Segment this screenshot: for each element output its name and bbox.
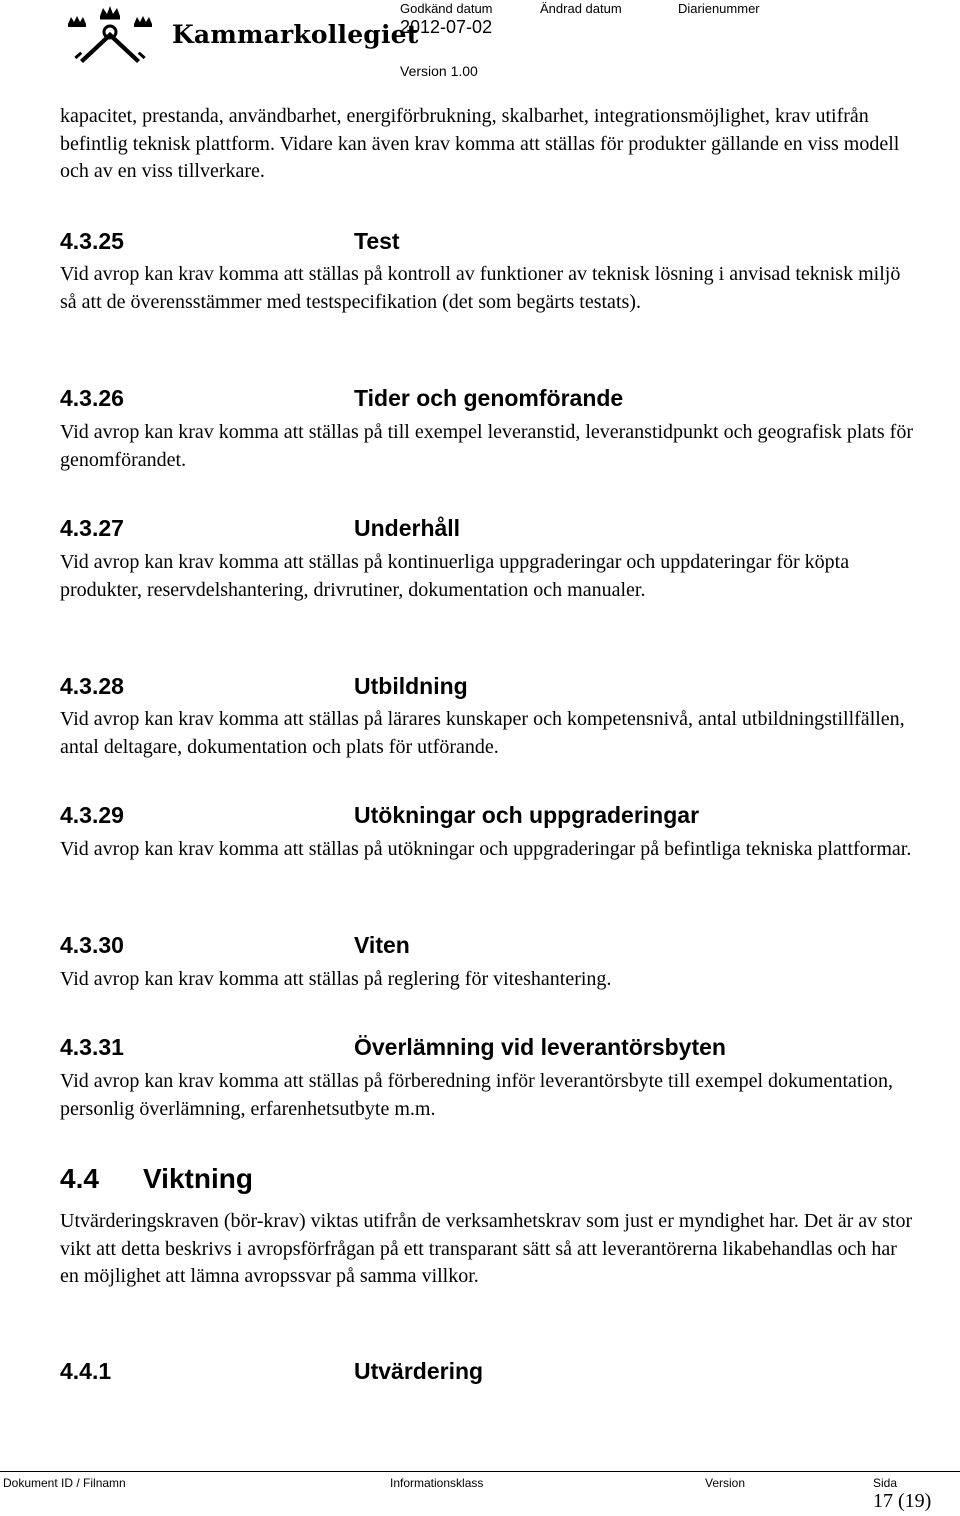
footer-information-class-label: Informationsklass [390, 1476, 484, 1490]
section-number: 4.3.31 [60, 1034, 124, 1060]
section-title: Viktning [143, 1163, 253, 1194]
page-number: 17 (19) [873, 1490, 932, 1512]
section-paragraph-4-3-30: Vid avrop kan krav komma att ställas på reglering för viteshantering. [60, 968, 612, 990]
section-title: Test [354, 228, 400, 254]
approved-date-value: 2012-07-02 [400, 17, 493, 37]
section-number: 4.3.26 [60, 385, 124, 411]
kammarkollegiet-logo [60, 0, 419, 64]
section-paragraph-4-3-25: Vid avrop kan krav komma att ställas på kontroll av funktioner av teknisk lösning i anvisad teknisk miljö så att de överensstämmer med testspecifikation (det som begärts testats). [60, 263, 901, 313]
section-paragraph-4-4: Utvärderingskraven (bör-krav) viktas utifrån de verksamhetskrav som just er myndighet har. Det är av stor vikt att detta beskrivs i avropsförfrågan på ett transparant sätt så att leverantörerna likabehandlas och har en möjlighet att lämna avropssvar på samma villkor. [60, 1210, 913, 1287]
footer-document-id-label: Dokument ID / Filnamn [3, 1476, 126, 1490]
crown-crest-icon [60, 2, 170, 64]
approved-date-label: Godkänd datum [400, 1, 493, 16]
footer-version-label: Version [705, 1476, 746, 1490]
intro-paragraph: kapacitet, prestanda, användbarhet, energiförbrukning, skalbarhet, integrationsmöjlighet, krav utifrån befintlig teknisk plattform. Vidare kan även krav komma att ställas för produkter gällande en viss modell och av en viss tillverkare. [60, 105, 900, 182]
changed-date-label: Ändrad datum [540, 1, 622, 16]
section-paragraph-4-3-27: Vid avrop kan krav komma att ställas på kontinuerliga uppgraderingar och uppdateringar för köpta produkter, reservdelshantering, drivrutiner, dokumentation och manualer. [60, 551, 850, 601]
footer-divider [0, 1471, 960, 1472]
section-paragraph-4-3-31: Vid avrop kan krav komma att ställas på förberedning inför leverantörsbyte till exempel dokumentation, personlig överlämning, erfarenhetsutbyte m.m. [60, 1070, 893, 1120]
section-title: Viten [354, 932, 410, 958]
section-number: 4.3.27 [60, 515, 124, 541]
section-paragraph-4-3-29: Vid avrop kan krav komma att ställas på utökningar och uppgraderingar på befintliga tekniska plattformar. [60, 838, 912, 860]
section-title: Överlämning vid leverantörsbyten [354, 1034, 726, 1060]
section-number: 4.3.28 [60, 673, 124, 699]
footer-page-label: Sida [873, 1476, 898, 1490]
section-title: Tider och genomförande [354, 385, 624, 411]
diary-number-label: Diarienummer [678, 1, 760, 16]
section-title: Utbildning [354, 673, 468, 699]
version-label: Version 1.00 [400, 63, 478, 79]
section-paragraph-4-3-26: Vid avrop kan krav komma att ställas på till exempel leveranstid, leveranstidpunkt och geografisk plats för genomförandet. [60, 421, 913, 471]
section-title: Utvärdering [354, 1358, 484, 1384]
section-number: 4.4 [60, 1163, 99, 1194]
section-title: Utökningar och uppgraderingar [354, 802, 700, 828]
section-paragraph-4-3-28: Vid avrop kan krav komma att ställas på lärares kunskaper och kompetensnivå, antal utbildningstillfällen, antal deltagare, dokumentation och plats för utförande. [60, 708, 905, 758]
section-number: 4.4.1 [60, 1358, 112, 1384]
section-number: 4.3.30 [60, 932, 124, 958]
section-number: 4.3.25 [60, 228, 124, 254]
section-title: Underhåll [354, 515, 461, 541]
section-number: 4.3.29 [60, 802, 124, 828]
logo-wordmark: Kammarkollegiet [172, 20, 419, 49]
